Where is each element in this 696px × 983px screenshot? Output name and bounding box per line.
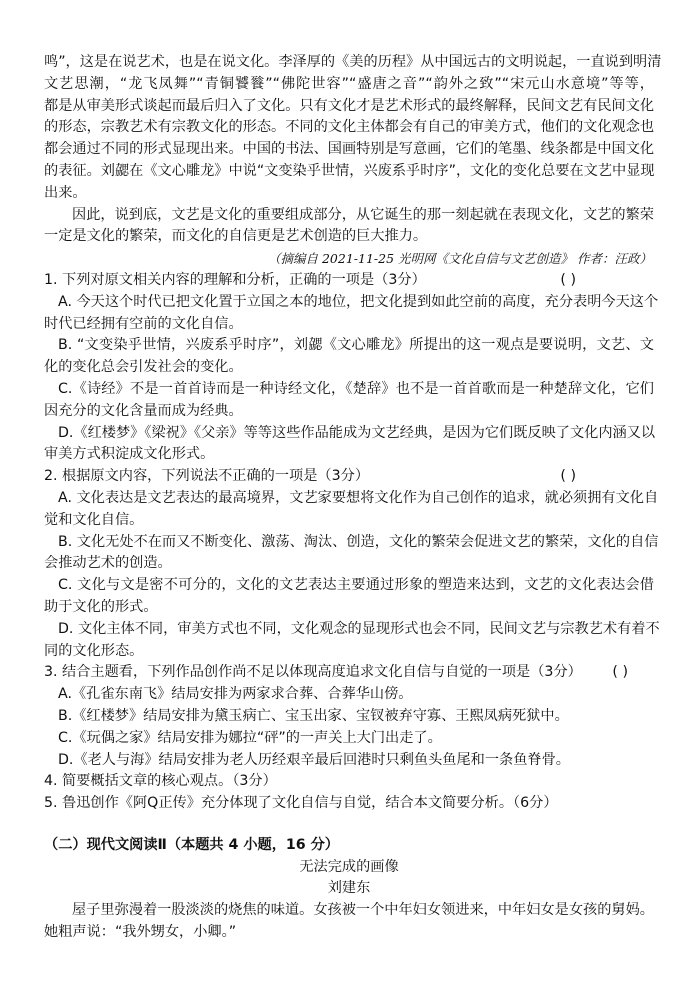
question-3 (44, 662, 654, 771)
answer-bracket: ( ) (560, 468, 576, 485)
text-line: 鸣”，这是在说艺术，也是在说文化。李泽厚的《美的历程》从中国远古的文明说起，一直说到明清 (44, 54, 662, 70)
question-4: 4. 简要概括文章的核心观点。（3分） (44, 773, 277, 790)
option-b-cont: 化的变化总会引发社会的变化。 (44, 359, 243, 376)
option-c-cont: 因充分的文化含量而成为经典。 (44, 402, 243, 419)
option-c: C. 文化与文是密不可分的，文化的文艺表达主要通过形象的塑造来达到，文艺的文化表达会借 (58, 577, 654, 594)
option-a-cont: 时代已经拥有空前的文化自信。 (44, 315, 243, 332)
passage-paragraph (44, 52, 662, 205)
conclusion-paragraph (44, 205, 654, 249)
option-d-cont: 同的文化形态。 (44, 642, 144, 659)
question-stem (44, 662, 654, 684)
option-a-cont: 觉和文化自信。 (44, 511, 144, 528)
option-d-cont: 审美方式积淀成文化形式。 (44, 446, 215, 463)
option-d: D.《红楼梦》《梁祝》《父亲》等等这些作品能成为文艺经典，是因为它们既反映了文化内涵又以 (58, 424, 656, 441)
text-line: 都是从审美形式谈起而最后归入了文化。只有文化才是艺术形式的最终解释，民间文艺有民间文化 (44, 97, 655, 114)
text-line: 一定是文化的繁荣，而文化的自信更是艺术创造的巨大推力。 (44, 228, 428, 245)
question-text: 2. 根据原文内容，下列说法不正确的一项是（3分） (44, 468, 370, 485)
option-d: D. 文化主体不同，审美方式也不同，文化观念的显现形式也会不同，民间文艺与宗教艺术有着不 (58, 620, 660, 637)
text-line: 屋子里弥漫着一股淡淡的烧焦的味道。女孩被一个中年妇女领进来，中年妇女是女孩的舅妈。 (72, 902, 654, 919)
option-a: A. 文化表达是文艺表达的最高境界，文艺家要想将文化作为自己创作的追求，就必须拥有文化自 (58, 489, 659, 506)
story-title: 无法完成的画像 (299, 858, 399, 875)
question-1 (44, 270, 659, 466)
option-b: B. 文化无处不在而又不断变化、激荡、淘汰、创造，文化的繁荣会促进文艺的繁荣，文化的自信 (58, 533, 659, 550)
text-line: 的表征。刘勰在《文心雕龙》中说“文变染乎世情，兴废系乎时序”，文化的变化总要在文艺中显现 (44, 162, 655, 179)
text-line: 文艺思潮，“龙飞凤舞”“青铜饕餮”“佛陀世容”“盛唐之音”“韵外之致”“宋元山水意境”等等， (44, 75, 654, 92)
question-stem (44, 270, 654, 292)
option-b: B. “文变染乎世情，兴废系乎时序”，刘勰《文心雕龙》所提出的这一观点是要说明，文艺、文 (58, 337, 654, 354)
question-5: 5. 鲁迅创作《阿Q正传》充分体现了文化自信与自觉，结合本文简要分析。（6分） (44, 795, 558, 812)
text-line: 的形态，宗教艺术有宗教文化的形态。不同的文化主体都会有自己的审美方式，他们的文化观念也 (44, 119, 655, 136)
option-c: C.《玩偶之家》结局安排为娜拉“砰”的一声关上大门出走了。 (58, 729, 442, 746)
story-author: 刘建东 (327, 880, 371, 897)
text-line: 她粗声说：“我外甥女，小卿。” (44, 924, 237, 941)
option-c-cont: 助于文化的形式。 (44, 598, 158, 615)
question-stem (44, 466, 654, 488)
text-line: 因此，说到底，文艺是文化的重要组成部分，从它诞生的那一刻起就在表现文化，文艺的繁荣 (72, 206, 654, 223)
option-a: A.《孔雀东南飞》结局安排为两家求合葬、合葬华山傍。 (58, 686, 413, 703)
source-citation: （摘编自 2021-11-25 光明网《文化自信与文艺创造》 作者：汪政） (268, 251, 652, 267)
option-a: A. 今天这个时代已把文化置于立国之本的地位，把文化提到如此空前的高度，充分表明今天这个 (58, 293, 659, 310)
document-page (44, 52, 662, 944)
answer-bracket: ( ) (612, 664, 628, 681)
text-line: 出来。 (44, 184, 87, 201)
question-text: 3. 结合主题看，下列作品创作尚不足以体现高度追求文化自信与自觉的一项是（3分） (44, 664, 582, 681)
question-2 (44, 466, 660, 662)
section-heading: （二）现代文阅读Ⅱ（本题共 4 小题，16 分） (44, 836, 339, 853)
option-c: C.《诗经》不是一首首诗而是一种诗经文化，《楚辞》也不是一首首歌而是一种楚辞文化，它们 (58, 380, 654, 397)
text-line: 都会通过不同的形式显现出来。中国的书法、国画特别是写意画，它们的笔墨、线条都是中国文化 (44, 141, 655, 158)
option-b-cont: 会推动艺术的创造。 (44, 555, 172, 572)
option-b: B.《红楼梦》结局安排为黛玉病亡、宝玉出家、宝钗被弃守寡、王熙凤病死狱中。 (58, 707, 569, 724)
question-text: 1. 下列对原文相关内容的理解和分析，正确的一项是（3分） (44, 271, 426, 288)
answer-bracket: ( ) (560, 271, 576, 288)
option-d: D.《老人与海》结局安排为老人历经艰辛最后回港时只剩鱼头鱼尾和一条鱼脊骨。 (58, 751, 570, 768)
